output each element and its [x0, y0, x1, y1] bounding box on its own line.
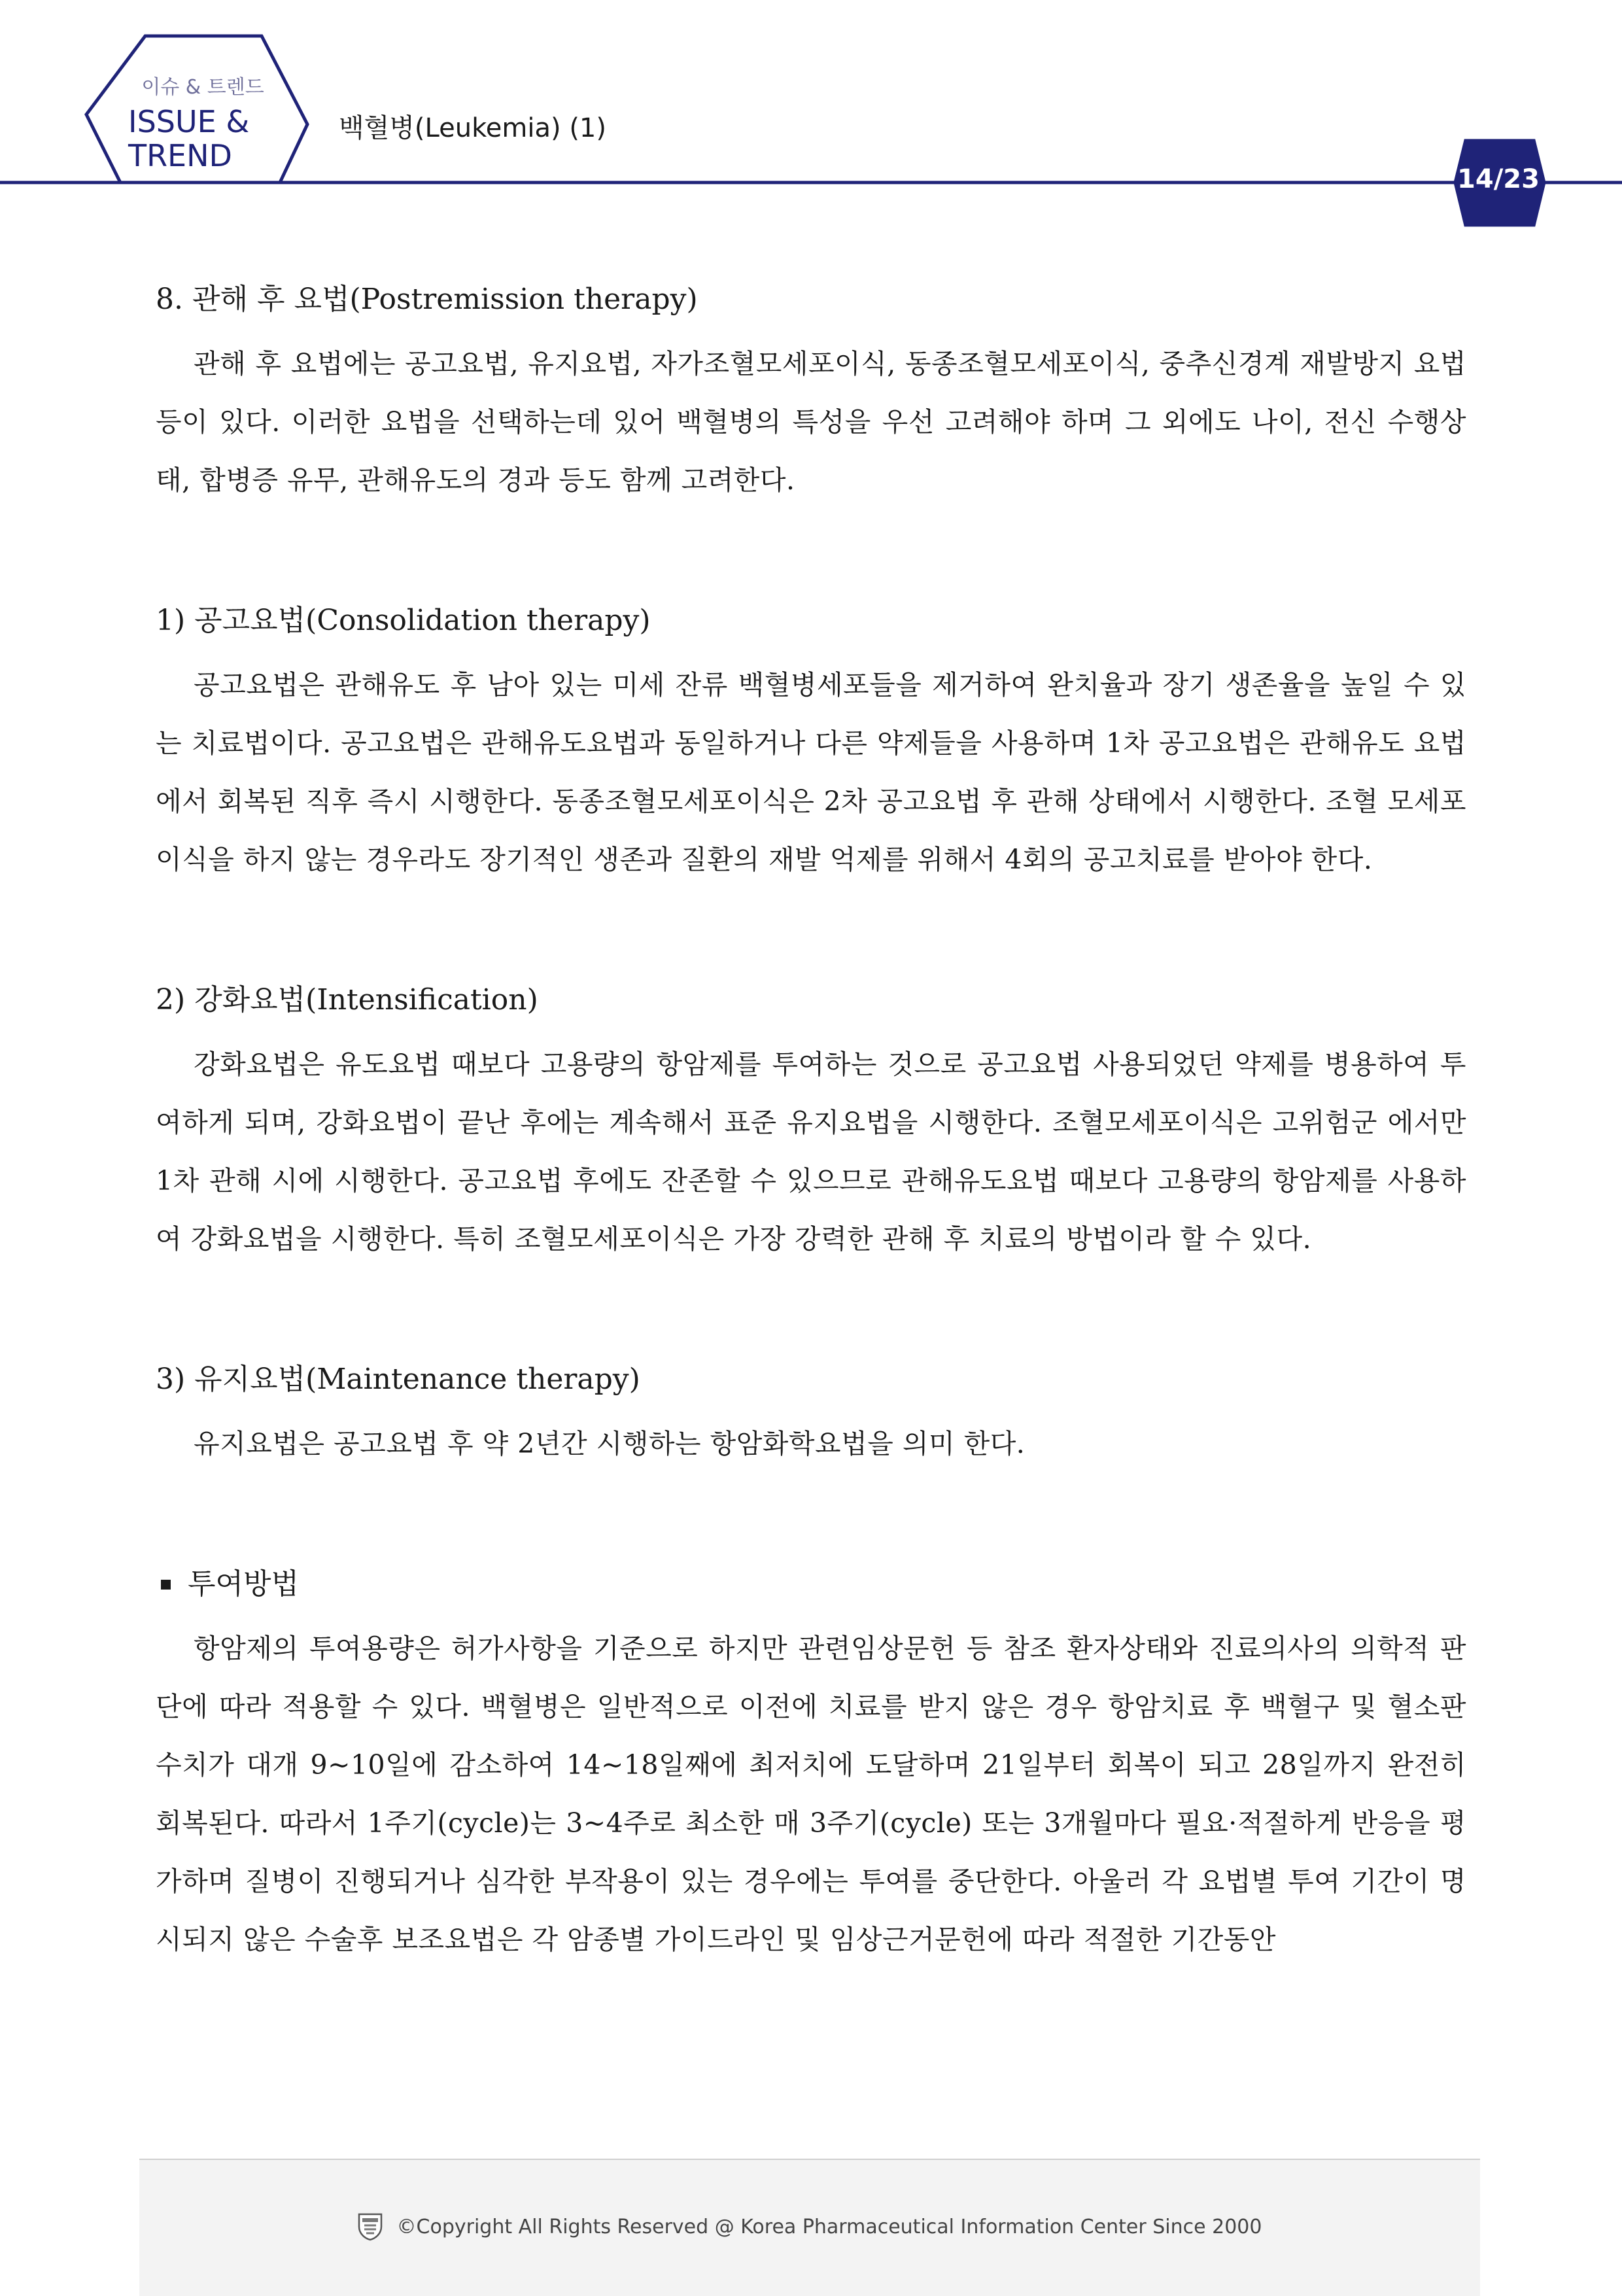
bullet-heading — [156, 1559, 1466, 1609]
page-number: 14/23 — [1457, 164, 1540, 194]
square-bullet-icon — [161, 1580, 171, 1590]
section-paragraph: 공고요법은 관해유도 후 남아 있는 미세 잔류 백혈병세포들을 제거하여 완치율과 장기 생존율을 높일 수 있는 치료법이다. 공고요법은 관해유도요법과 동일하거나 다른 약제들을 사용하며 1차 공고요법은 관해유도 요법에서 회복된 직후 즉시 시행한다. 동종조혈모세포이식은 2차 공고요법 후 관해 상태에서 시행한다. 조혈 모세포이식을 하지 않는 경우라도 장기적인 생존과 질환의 재발 억제를 위해서 4회의 공고치료를 받아야 한다. — [156, 669, 1466, 875]
section-paragraph: 관해 후 요법에는 공고요법, 유지요법, 자가조혈모세포이식, 동종조혈모세포이식, 중추신경계 재발방지 요법 등이 있다. 이러한 요법을 선택하는데 있어 백혈병의 특성을 우선 고려해야 하며 그 외에도 나이, 전신 수행상태, 합병증 유무, 관해유도의 경과 등도 함께 고려한다. — [156, 348, 1466, 496]
badge-title-line1: ISSUE & — [128, 104, 250, 139]
shield-logo-icon — [358, 2212, 383, 2241]
section-heading: 2) 강화요법(Intensification) — [156, 983, 538, 1017]
badge-title-line2: TREND — [128, 138, 232, 173]
section-heading: 8. 관해 후 요법(Postremission therapy) — [156, 283, 698, 316]
badge-subtitle: 이슈 & 트렌드 — [141, 76, 264, 99]
section-paragraph: 항암제의 투여용량은 허가사항을 기준으로 하지만 관련임상문헌 등 참조 환자상태와 진료의사의 의학적 판단에 따라 적용할 수 있다. 백혈병은 일반적으로 이전에 치료를 받지 않은 경우 항암치료 후 백혈구 및 혈소판 수치가 대개 9~10일에 감소하여 14~18일째에 최저치에 도달하며 21일부터 회복이 되고 28일까지 완전히 회복된다. 따라서 1주기(cycle)는 3~4주로 최소한 매 3주기(cycle) 또는 3개월마다 필요·적절하게 반응을 평가하며 질병이 진행되거나 심각한 부작용이 있는 경우에는 투여를 중단한다. 아울러 각 요법별 투여 기간이 명시되지 않은 수술후 보조요법은 각 암종별 가이드라인 및 임상근거문헌에 따라 적절한 기간동안 — [156, 1633, 1466, 1955]
section-consolidation — [156, 596, 1466, 889]
main-content — [156, 275, 1466, 1969]
footer-content — [139, 2212, 1480, 2241]
section-heading: 1) 공고요법(Consolidation therapy) — [156, 604, 651, 637]
section-paragraph: 강화요법은 유도요법 때보다 고용량의 항암제를 투여하는 것으로 공고요법 사용되었던 약제를 병용하여 투여하게 되며, 강화요법이 끝난 후에는 계속해서 표준 유지요법을 시행한다. 조혈모세포이식은 고위험군 에서만 1차 관해 시에 시행한다. 공고요법 후에도 잔존할 수 있으므로 관해유도요법 때보다 고용량의 항암제를 사용하여 강화요법을 시행한다. 특히 조혈모세포이식은 가장 강력한 관해 후 치료의 방법이라 할 수 있다. — [156, 1049, 1466, 1255]
copyright-text: ©Copyright All Rights Reserved @ Korea Pharmaceutical Information Center Since 2000 — [396, 2215, 1262, 2238]
section-maintenance — [156, 1355, 1466, 1473]
page-footer — [139, 2159, 1480, 2296]
section-intensification — [156, 975, 1466, 1268]
section-administration — [156, 1559, 1466, 1969]
document-title: 백혈병(Leukemia) (1) — [339, 113, 606, 143]
section-postremission — [156, 275, 1466, 510]
page-header — [0, 0, 1622, 235]
badge-title — [128, 105, 298, 173]
section-heading: 3) 유지요법(Maintenance therapy) — [156, 1363, 640, 1396]
section-paragraph: 유지요법은 공고요법 후 약 2년간 시행하는 항암화학요법을 의미 한다. — [194, 1428, 1026, 1459]
bullet-heading-text: 투여방법 — [188, 1567, 300, 1601]
